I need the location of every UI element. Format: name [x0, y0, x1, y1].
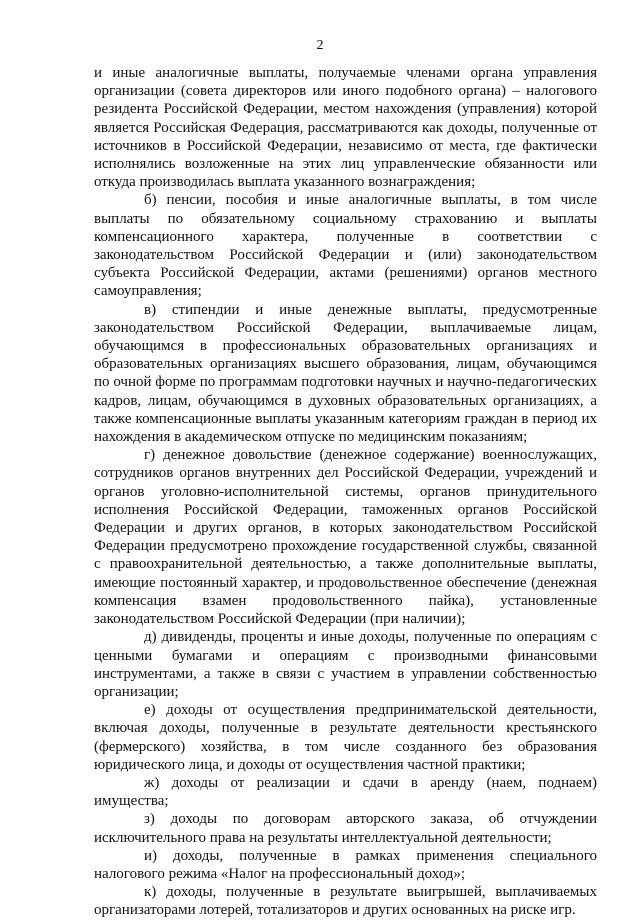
paragraph-a-continued: и иные аналогичные выплаты, получаемые членами органа управления организации (совета директоров или иного подобного органа) – налогового резидента Российской Федерации, местом нахождения (управления) которой является Российская Федерация, рассматриваются как доходы, полученные от источников в Российской Федерации, независимо от места, где фактически исполнялись возложенные на этих лиц управленческие обязанности или откуда производилась выплата указанного вознаграждения; [94, 65, 597, 191]
document-body [94, 64, 597, 920]
page-number: 2 [316, 38, 324, 53]
paragraph-d-dividends: д) дивиденды, проценты и иные доходы, полученные по операциям с ценными бумагами и операциям с производными финансовыми инструментами, а также в связи с участием в управлении собственностью организации; [94, 629, 597, 700]
paragraph-z-authorship: з) доходы по договорам авторского заказа, об отчуждении исключительного права на результаты интеллектуальной деятельности; [94, 811, 597, 846]
paragraph-g-allowance: г) денежное довольствие (денежное содержание) военнослужащих, сотрудников органов внутренних дел Российской Федерации, учреждений и органов уголовно-исполнительной системы, органов принудительного исполнения Российской Федерации, таможенных органов Российской Федерации и других органов, в которых законодательством Российской Федерации предусмотрено прохождение государственной службы, связанной с правоохранительной деятельностью, а также дополнительные выплаты, имеющие постоянный характер, и продовольственное обеспечение (денежная компенсация взамен продовольственного пайка), установленные законодательством Российской Федерации (при наличии); [94, 447, 597, 628]
paragraph-b-pensions: б) пенсии, пособия и иные аналогичные выплаты, в том числе выплаты по обязательному социальному страхованию и выплаты компенсационного характера, полученные в соответствии с законодательством Российской Федерации и (или) законодательством субъекта Российской Федерации, актами (решениями) органов местного самоуправления; [94, 192, 597, 300]
paragraph-v-stipends: в) стипендии и иные денежные выплаты, предусмотренные законодательством Российской Федерации, выплачиваемые лицам, обучающимся в профессиональных образовательных организациях и образовательных организациях высшего образования, лицам, обучающимся по очной форме по программам подготовки научных и научно-педагогических кадров, лицам, обучающимся в духовных образовательных организациях, а также компенсационные выплаты указанным категориям граждан в период их нахождения в академическом отпуске по медицинским показаниям; [94, 301, 597, 446]
paragraph-i-professional-tax: и) доходы, полученные в рамках применения специального налогового режима «Налог на профессиональный доход»; [94, 847, 597, 882]
paragraph-e-business-income: е) доходы от осуществления предпринимательской деятельности, включая доходы, полученные в результате деятельности крестьянского (фермерского) хозяйства, в том числе созданного без образования юридического лица, и доходы от осуществления частной практики; [94, 702, 597, 773]
paragraph-zh-property-income: ж) доходы от реализации и сдачи в аренду (наем, поднаем) имущества; [94, 774, 597, 810]
paragraph-k-winnings: к) доходы, полученные в результате выигрышей, выплачиваемых организаторами лотерей, тотализаторов и других основанных на риске игр. [94, 884, 597, 919]
